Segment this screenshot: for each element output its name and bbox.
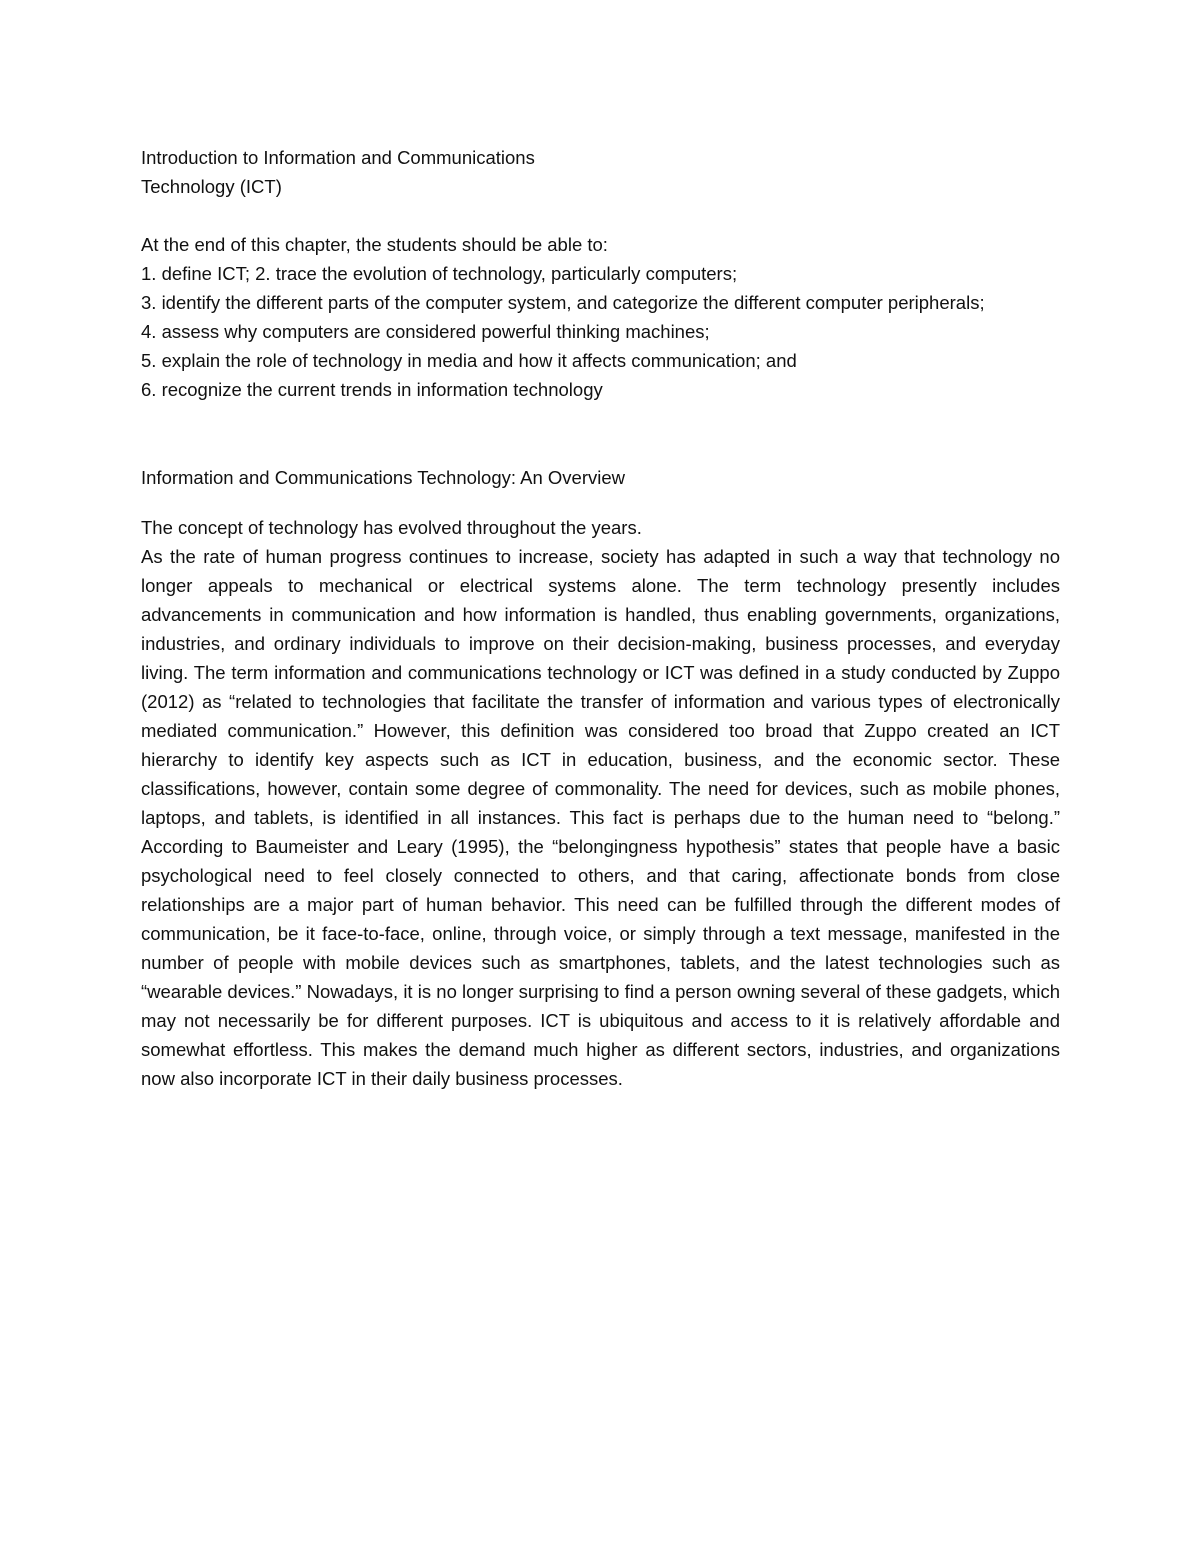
objectives-intro: At the end of this chapter, the students should be able to: — [141, 234, 608, 255]
document-title — [141, 143, 1060, 201]
title-line-1: Introduction to Information and Communications — [141, 147, 535, 168]
objective-item: 5. explain the role of technology in media and how it affects communication; and — [141, 350, 797, 371]
objective-item: 4. assess why computers are considered powerful thinking machines; — [141, 321, 710, 342]
objective-item: 3. identify the different parts of the computer system, and categorize the different computer peripherals; — [141, 292, 985, 313]
objective-item: 6. recognize the current trends in information technology — [141, 379, 603, 400]
title-line-2: Technology (ICT) — [141, 176, 282, 197]
objective-item: 1. define ICT; 2. trace the evolution of technology, particularly computers; — [141, 263, 738, 284]
document-content — [141, 143, 1060, 1093]
learning-objectives — [141, 230, 1060, 404]
body-paragraph: As the rate of human progress continues to increase, society has adapted in such a way that technology no longer appeals to mechanical or electrical systems alone. The term technology presently includes advancements in communication and how information is handled, thus enabling governments, organizations, industries, and ordinary individuals to improve on their decision-making, business processes, and everyday living. The term information and communications technology or ICT was defined in a study conducted by Zuppo (2012) as “related to technologies that facilitate the transfer of information and various types of electronically mediated communication.” However, this definition was considered too broad that Zuppo created an ICT hierarchy to identify key aspects such as ICT in education, business, and the economic sector. These classifications, however, contain some degree of commonality. The need for devices, such as mobile phones, laptops, and tablets, is identified in all instances. This fact is perhaps due to the human need to “belong.” According to Baumeister and Leary (1995), the “belongingness hypothesis” states that people have a basic psychological need to feel closely connected to others, and that caring, affectionate bonds from close relationships are a major part of human behavior. This need can be fulfilled through the different modes of communication, be it face-to-face, online, through voice, or simply through a text message, manifested in the number of people with mobile devices such as smartphones, tablets, and the latest technologies such as “wearable devices.” Nowadays, it is no longer surprising to find a person owning several of these gadgets, which may not necessarily be for different purposes. ICT is ubiquitous and access to it is relatively affordable and somewhat effortless. This makes the demand much higher as different sectors, industries, and organizations now also incorporate ICT in their daily business processes. — [141, 546, 1060, 1089]
section-heading: Information and Communications Technology: An Overview — [141, 467, 625, 488]
lead-sentence: The concept of technology has evolved throughout the years. — [141, 517, 642, 538]
